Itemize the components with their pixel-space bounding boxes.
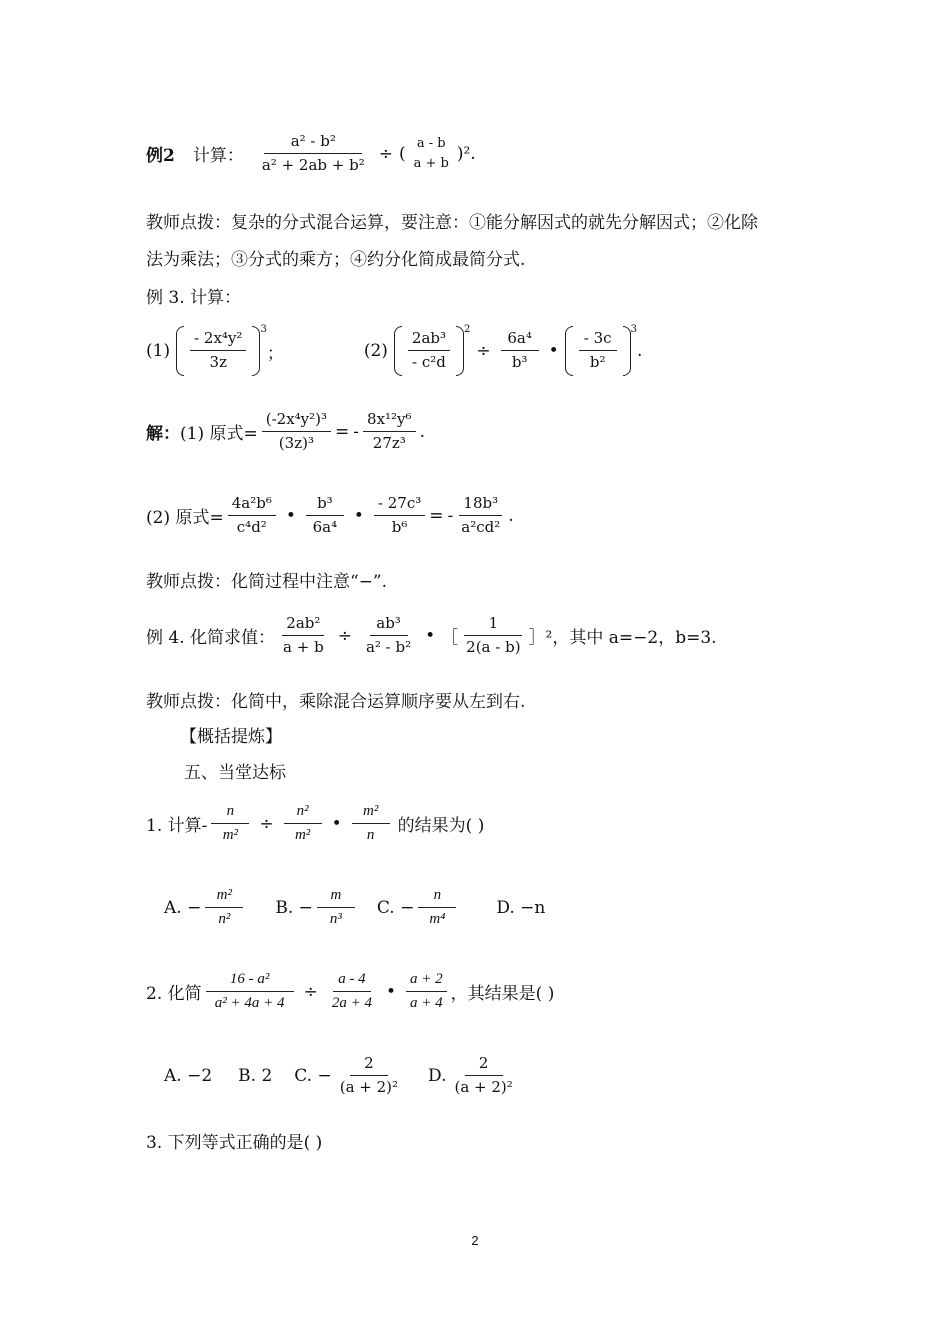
sol1-prefix: (1) 原式= [180,424,258,445]
section-5-heading: 五、当堂达标 [184,763,286,783]
ex3-p2-label: (2) [363,341,388,361]
q2-a-den: a² + 4a + 4 [214,994,285,1011]
ex2-open: ( [398,143,406,164]
q1-b-den: m² [294,826,311,843]
ex2-prefix: 计算： [192,146,244,167]
q2-option-d-num: 2 [465,1056,503,1076]
ex2-inner-num: a - b [416,135,446,151]
ex4-dot: • [425,625,436,646]
q1-option-b-den: n³ [329,910,342,927]
q2-c-num: a + 2 [406,972,447,992]
sol2-c-num: - 27c³ [374,496,425,516]
ex2-note-1: 教师点拨：复杂的分式混合运算，要注意：①能分解因式的就先分解因式；②化除 [146,213,758,233]
ex3-p1-fraction [190,331,246,371]
q1-prefix: 1. 计算- [146,816,208,837]
sol2-minus: - [447,505,454,526]
ex3-p2-a-pow: 2 [464,324,471,335]
ex4-b-den: a² - b² [365,637,412,656]
q1-c-den: n [366,826,375,843]
q2-suffix: ，其结果是( ) [450,984,555,1005]
sol1-minus: - [353,421,360,442]
sol2-prefix: (2) 原式= [146,508,224,529]
sol2-b-fraction [306,496,344,536]
q1-dot: • [331,813,342,834]
ex3-p2-a-fraction [408,331,450,371]
ex3-p2-dot: • [548,341,559,361]
ex4-c-num: 1 [464,616,522,636]
sol2-result-fraction [457,496,504,536]
ex4-suffix: ，其中 a=−2，b=3. [552,628,717,649]
q1-option-c-num: n [418,888,456,908]
q2-option-d-den: (a + 2)² [454,1077,513,1096]
q2-div: ÷ [303,981,318,1002]
q2-b-num: a - 4 [333,972,371,992]
q1-a-num: n [211,804,249,824]
q2-option-c-label: C. − [294,1065,332,1086]
ex2-label: 例2 [146,146,175,167]
sol2-a-den: c⁴d² [236,517,267,536]
sol1-result-fraction [363,412,416,452]
q1-div: ÷ [259,813,274,834]
ex4-bracket-close: ］² [528,628,553,649]
q2-line [146,972,554,1012]
ex3-p2-b-fraction [501,331,539,371]
ex3-solution-2 [146,496,514,536]
sol1-eq: = [335,421,350,442]
q1-line [146,804,484,844]
q2-option-d-fraction [450,1056,516,1096]
sol2-b-num: b³ [306,496,344,516]
q2-option-c-den: (a + 2)² [339,1077,399,1096]
q1-c-fraction [352,804,390,844]
ex2-inner-den: a + b [413,156,449,172]
sol2-end: . [508,505,514,526]
ex3-note: 教师点拨：化简过程中注意“−”. [146,572,388,592]
q2-option-c-fraction [336,1056,402,1096]
sol2-eq: = [429,505,444,526]
ex2-div: ÷ [378,143,393,164]
ex4-bracket-open: ［ [441,628,459,649]
q2-b-fraction [328,972,376,1012]
ex4-a-fraction [279,616,328,656]
q1-option-c-label: C. − [376,897,415,918]
q2-c-fraction [406,972,447,1012]
ex4-c-den: 2(a - b) [466,637,521,656]
ex4-b-num: ab³ [370,616,408,636]
ex3-p1-paren [176,326,260,376]
ex3-p2-c-pow: 3 [630,324,638,335]
q1-option-c-fraction [418,888,456,928]
ex3-p2-a-paren [394,326,464,376]
ex3-p2-div: ÷ [476,341,491,361]
ex2-note-2: 法为乘法；③分式的乘方；④约分化简成最简分式. [146,250,526,270]
ex4-b-fraction [362,616,415,656]
sol1-fraction [262,412,331,452]
q1-a-fraction [211,804,249,844]
ex2-close: )². [456,143,476,164]
sol1-result-den: 27z³ [372,433,406,452]
ex3-p1-end: ； [266,343,284,364]
q1-option-b-label: B. − [275,897,313,918]
q1-a-den: m² [222,826,239,843]
q1-b-num: n² [284,804,322,824]
ex4-a-den: a + b [283,637,324,656]
sol2-a-fraction [228,496,276,536]
ex3-p2-c-num: - 3c [579,331,617,351]
ex3-p2-end: . [637,341,643,361]
q1-option-d: D. −n [496,897,546,918]
q2-options [164,1056,521,1096]
solution-label: 解： [146,424,180,445]
ex3-p1-num: - 2x⁴y² [190,331,246,351]
q2-dot: • [386,981,397,1002]
q1-suffix: 的结果为( ) [397,816,485,837]
ex4-div: ÷ [337,625,352,646]
ex3-p1-pow: 3 [260,324,267,335]
sol2-b-den: 6a⁴ [312,517,338,536]
q2-option-d-label: D. [428,1065,447,1086]
q2-option-b: B. 2 [238,1065,273,1086]
ex3-p2-a-num: 2ab³ [408,331,450,351]
sol1-end: . [419,421,425,442]
ex3-p1-den: 3z [209,353,227,371]
ex2-inner-fraction [410,137,453,171]
sol2-a-num: 4a²b⁶ [228,496,276,516]
q1-c-num: m² [352,804,390,824]
sol2-dot1: • [285,505,296,526]
sol2-result-num: 18b³ [459,496,502,516]
page-number: 2 [471,1233,479,1248]
q1-option-a-label: A. − [164,897,202,918]
q1-option-b-num: m [317,888,355,908]
q1-option-a-num: m² [205,888,243,908]
ex3-p2-c-paren [565,326,631,376]
q3-line: 3. 下列等式正确的是( ) [146,1133,323,1153]
q2-option-c-num: 2 [350,1056,388,1076]
ex3-p1-label: (1) [146,341,171,361]
q1-options [164,888,545,928]
ex3-heading: 例 3. 计算： [146,288,242,308]
sol1-den: (3z)³ [278,433,314,452]
q1-option-c-den: m⁴ [429,910,446,927]
ex4-line [146,616,717,656]
q2-a-num: 16 - a² [206,972,294,992]
q1-option-a-fraction [205,888,243,928]
ex3-p2-c-den: b² [589,353,606,371]
ex2-denominator: a² + 2ab + b² [261,155,365,174]
q1-option-a-den: n² [218,910,231,927]
ex4-c-fraction [462,616,524,656]
sol2-c-fraction [374,496,425,536]
ex3-p2-a-den: - c²d [412,353,446,371]
sol1-num: (-2x⁴y²)³ [262,412,331,432]
ex3-solution-1 [146,412,425,452]
ex4-a-num: 2ab² [282,616,324,636]
ex3-p2-b-den: b³ [511,353,528,371]
summary-heading: 【概括提炼】 [180,727,282,747]
q2-a-fraction [206,972,294,1012]
ex3-p2-c-fraction [579,331,617,371]
ex4-note: 教师点拨：化简中，乘除混合运算顺序要从左到右. [146,692,526,712]
q1-b-fraction [284,804,322,844]
sol2-dot2: • [353,505,364,526]
q2-b-den: 2a + 4 [331,994,372,1011]
sol2-c-den: b⁶ [391,517,408,536]
ex3-problems [146,326,642,376]
ex4-prefix: 例 4. 化简求值： [146,628,276,649]
ex2-numerator: a² - b² [264,134,362,154]
sol1-result-num: 8x¹²y⁶ [363,412,416,432]
ex3-p2-b-num: 6a⁴ [501,331,539,351]
q2-prefix: 2. 化简 [146,984,202,1005]
q1-option-b-fraction [317,888,355,928]
sol2-result-den: a²cd² [461,517,501,536]
q2-c-den: a + 4 [410,994,443,1011]
ex2-fraction [258,134,369,174]
q2-option-a: A. −2 [164,1065,213,1086]
ex2-line [146,134,476,174]
